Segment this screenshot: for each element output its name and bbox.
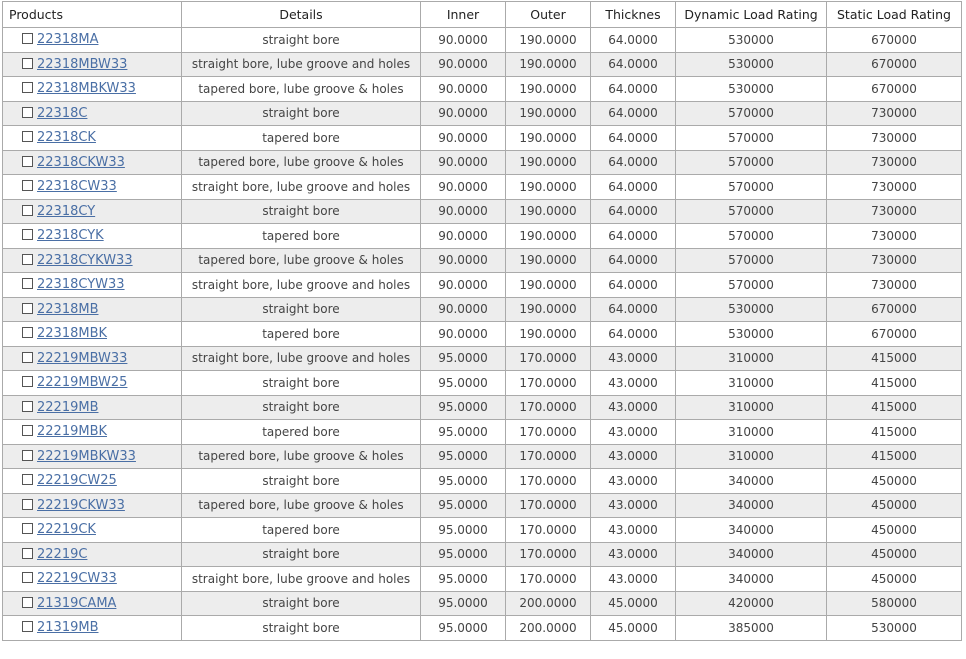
dynamic-load-cell: 340000 [676, 567, 827, 592]
product-cell [3, 567, 182, 592]
column-header-static-load[interactable]: Static Load Rating [827, 2, 962, 28]
static-load-cell: 670000 [827, 322, 962, 347]
inner-cell: 95.0000 [421, 518, 506, 543]
inner-cell: 90.0000 [421, 199, 506, 224]
inner-cell: 95.0000 [421, 444, 506, 469]
inner-cell: 95.0000 [421, 567, 506, 592]
column-header-products[interactable]: Products [3, 2, 182, 28]
dynamic-load-cell: 570000 [676, 150, 827, 175]
column-header-outer[interactable]: Outer [506, 2, 591, 28]
details-cell: tapered bore [182, 322, 421, 347]
table-row [3, 616, 962, 641]
inner-cell: 90.0000 [421, 224, 506, 249]
table-row [3, 518, 962, 543]
product-link[interactable]: 22318CW33 [37, 179, 117, 195]
static-load-cell: 730000 [827, 224, 962, 249]
static-load-cell: 670000 [827, 28, 962, 53]
thickness-cell: 64.0000 [591, 175, 676, 200]
dynamic-load-cell: 340000 [676, 469, 827, 494]
dynamic-load-cell: 340000 [676, 518, 827, 543]
details-cell: straight bore [182, 616, 421, 641]
product-cell [3, 273, 182, 298]
details-cell: tapered bore [182, 518, 421, 543]
details-cell: straight bore [182, 591, 421, 616]
product-link[interactable]: 22219MBW33 [37, 350, 128, 366]
thickness-cell: 64.0000 [591, 28, 676, 53]
dynamic-load-cell: 570000 [676, 175, 827, 200]
thickness-cell: 45.0000 [591, 616, 676, 641]
checkbox-icon[interactable] [22, 327, 33, 338]
dynamic-load-cell: 340000 [676, 542, 827, 567]
details-cell: tapered bore [182, 126, 421, 151]
checkbox-icon[interactable] [22, 499, 33, 510]
dynamic-load-cell: 570000 [676, 126, 827, 151]
outer-cell: 170.0000 [506, 395, 591, 420]
static-load-cell: 415000 [827, 346, 962, 371]
column-header-inner[interactable]: Inner [421, 2, 506, 28]
table-row [3, 322, 962, 347]
thickness-cell: 64.0000 [591, 101, 676, 126]
product-cell [3, 346, 182, 371]
column-header-details[interactable]: Details [182, 2, 421, 28]
product-table [2, 1, 962, 641]
product-link[interactable]: 22318CKW33 [37, 154, 125, 170]
details-cell: straight bore [182, 395, 421, 420]
table-row [3, 420, 962, 445]
thickness-cell: 64.0000 [591, 150, 676, 175]
details-cell: tapered bore, lube groove & holes [182, 493, 421, 518]
outer-cell: 170.0000 [506, 346, 591, 371]
product-link[interactable]: 22318MB [37, 301, 99, 317]
inner-cell: 95.0000 [421, 395, 506, 420]
table-row [3, 469, 962, 494]
details-cell: straight bore [182, 371, 421, 396]
product-cell [3, 469, 182, 494]
product-link[interactable]: 22318CYKW33 [37, 252, 133, 268]
table-row [3, 224, 962, 249]
thickness-cell: 43.0000 [591, 469, 676, 494]
inner-cell: 90.0000 [421, 297, 506, 322]
table-row [3, 297, 962, 322]
details-cell: straight bore, lube groove and holes [182, 175, 421, 200]
dynamic-load-cell: 570000 [676, 101, 827, 126]
dynamic-load-cell: 340000 [676, 493, 827, 518]
product-cell [3, 248, 182, 273]
thickness-cell: 45.0000 [591, 591, 676, 616]
checkbox-icon[interactable] [22, 107, 33, 118]
thickness-cell: 43.0000 [591, 346, 676, 371]
thickness-cell: 43.0000 [591, 493, 676, 518]
outer-cell: 190.0000 [506, 273, 591, 298]
dynamic-load-cell: 570000 [676, 199, 827, 224]
inner-cell: 95.0000 [421, 346, 506, 371]
dynamic-load-cell: 570000 [676, 224, 827, 249]
thickness-cell: 43.0000 [591, 542, 676, 567]
table-row [3, 248, 962, 273]
inner-cell: 90.0000 [421, 322, 506, 347]
static-load-cell: 415000 [827, 420, 962, 445]
table-row [3, 199, 962, 224]
details-cell: tapered bore, lube groove & holes [182, 248, 421, 273]
product-cell [3, 616, 182, 641]
static-load-cell: 450000 [827, 567, 962, 592]
table-row [3, 346, 962, 371]
details-cell: straight bore [182, 199, 421, 224]
static-load-cell: 670000 [827, 52, 962, 77]
product-link[interactable]: 22318CY [37, 203, 96, 219]
checkbox-icon[interactable] [22, 131, 33, 142]
outer-cell: 170.0000 [506, 420, 591, 445]
static-load-cell: 530000 [827, 616, 962, 641]
table-row [3, 542, 962, 567]
product-cell [3, 444, 182, 469]
thickness-cell: 43.0000 [591, 567, 676, 592]
dynamic-load-cell: 530000 [676, 77, 827, 102]
details-cell: straight bore [182, 28, 421, 53]
checkbox-icon[interactable] [22, 425, 33, 436]
dynamic-load-cell: 310000 [676, 371, 827, 396]
product-link[interactable]: 22219CKW33 [37, 497, 125, 513]
table-body [3, 28, 962, 641]
product-table-container [2, 1, 962, 641]
table-row [3, 371, 962, 396]
inner-cell: 95.0000 [421, 542, 506, 567]
dynamic-load-cell: 530000 [676, 322, 827, 347]
table-row [3, 28, 962, 53]
outer-cell: 170.0000 [506, 469, 591, 494]
static-load-cell: 415000 [827, 395, 962, 420]
inner-cell: 95.0000 [421, 591, 506, 616]
checkbox-icon[interactable] [22, 523, 33, 534]
outer-cell: 190.0000 [506, 224, 591, 249]
inner-cell: 95.0000 [421, 616, 506, 641]
thickness-cell: 64.0000 [591, 199, 676, 224]
thickness-cell: 64.0000 [591, 224, 676, 249]
product-cell [3, 77, 182, 102]
inner-cell: 90.0000 [421, 126, 506, 151]
thickness-cell: 64.0000 [591, 248, 676, 273]
dynamic-load-cell: 570000 [676, 248, 827, 273]
details-cell: straight bore [182, 469, 421, 494]
table-row [3, 444, 962, 469]
checkbox-icon[interactable] [22, 450, 33, 461]
table-row [3, 126, 962, 151]
checkbox-icon[interactable] [22, 548, 33, 559]
checkbox-icon[interactable] [22, 156, 33, 167]
inner-cell: 90.0000 [421, 77, 506, 102]
table-row [3, 175, 962, 200]
outer-cell: 190.0000 [506, 101, 591, 126]
checkbox-icon[interactable] [22, 376, 33, 387]
static-load-cell: 450000 [827, 493, 962, 518]
product-cell [3, 371, 182, 396]
static-load-cell: 730000 [827, 199, 962, 224]
checkbox-icon[interactable] [22, 597, 33, 608]
product-cell [3, 224, 182, 249]
details-cell: straight bore [182, 542, 421, 567]
details-cell: tapered bore [182, 224, 421, 249]
table-row [3, 493, 962, 518]
checkbox-icon[interactable] [22, 303, 33, 314]
inner-cell: 90.0000 [421, 101, 506, 126]
product-link[interactable]: 21319MB [37, 620, 99, 636]
checkbox-icon[interactable] [22, 621, 33, 632]
thickness-cell: 43.0000 [591, 444, 676, 469]
product-cell [3, 28, 182, 53]
details-cell: straight bore, lube groove and holes [182, 346, 421, 371]
details-cell: straight bore, lube groove and holes [182, 273, 421, 298]
inner-cell: 90.0000 [421, 52, 506, 77]
static-load-cell: 730000 [827, 150, 962, 175]
product-link[interactable]: 22318CK [37, 130, 96, 146]
checkbox-icon[interactable] [22, 82, 33, 93]
dynamic-load-cell: 310000 [676, 346, 827, 371]
dynamic-load-cell: 310000 [676, 420, 827, 445]
checkbox-icon[interactable] [22, 278, 33, 289]
product-link[interactable]: 22219CK [37, 522, 96, 538]
column-header-dynamic-load[interactable]: Dynamic Load Rating [676, 2, 827, 28]
inner-cell: 95.0000 [421, 371, 506, 396]
checkbox-icon[interactable] [22, 205, 33, 216]
static-load-cell: 730000 [827, 175, 962, 200]
details-cell: straight bore [182, 101, 421, 126]
details-cell: straight bore, lube groove and holes [182, 52, 421, 77]
product-cell [3, 518, 182, 543]
inner-cell: 90.0000 [421, 248, 506, 273]
outer-cell: 190.0000 [506, 248, 591, 273]
outer-cell: 170.0000 [506, 493, 591, 518]
product-cell [3, 322, 182, 347]
product-link[interactable]: 22219MBK [37, 424, 108, 440]
outer-cell: 190.0000 [506, 199, 591, 224]
product-cell [3, 420, 182, 445]
outer-cell: 190.0000 [506, 126, 591, 151]
thickness-cell: 64.0000 [591, 77, 676, 102]
thickness-cell: 64.0000 [591, 52, 676, 77]
inner-cell: 90.0000 [421, 175, 506, 200]
static-load-cell: 450000 [827, 518, 962, 543]
details-cell: tapered bore, lube groove & holes [182, 77, 421, 102]
dynamic-load-cell: 570000 [676, 273, 827, 298]
product-cell [3, 52, 182, 77]
checkbox-icon[interactable] [22, 33, 33, 44]
product-link[interactable]: 22219CW33 [37, 571, 117, 587]
product-cell [3, 591, 182, 616]
static-load-cell: 670000 [827, 297, 962, 322]
thickness-cell: 64.0000 [591, 273, 676, 298]
details-cell: straight bore, lube groove and holes [182, 567, 421, 592]
product-cell [3, 175, 182, 200]
outer-cell: 170.0000 [506, 542, 591, 567]
table-row [3, 273, 962, 298]
inner-cell: 90.0000 [421, 273, 506, 298]
product-cell [3, 199, 182, 224]
checkbox-icon[interactable] [22, 229, 33, 240]
outer-cell: 170.0000 [506, 518, 591, 543]
outer-cell: 170.0000 [506, 567, 591, 592]
static-load-cell: 415000 [827, 371, 962, 396]
product-cell [3, 126, 182, 151]
outer-cell: 190.0000 [506, 175, 591, 200]
static-load-cell: 730000 [827, 126, 962, 151]
product-link[interactable]: 22219MBKW33 [37, 448, 136, 464]
product-link[interactable]: 22219MB [37, 399, 99, 415]
checkbox-icon[interactable] [22, 572, 33, 583]
product-cell [3, 395, 182, 420]
outer-cell: 170.0000 [506, 444, 591, 469]
dynamic-load-cell: 530000 [676, 28, 827, 53]
product-link[interactable]: 22318MBW33 [37, 56, 128, 72]
static-load-cell: 730000 [827, 101, 962, 126]
outer-cell: 190.0000 [506, 297, 591, 322]
dynamic-load-cell: 310000 [676, 395, 827, 420]
outer-cell: 190.0000 [506, 150, 591, 175]
checkbox-icon[interactable] [22, 58, 33, 69]
product-cell [3, 101, 182, 126]
inner-cell: 90.0000 [421, 28, 506, 53]
thickness-cell: 64.0000 [591, 322, 676, 347]
static-load-cell: 730000 [827, 273, 962, 298]
checkbox-icon[interactable] [22, 180, 33, 191]
checkbox-icon[interactable] [22, 401, 33, 412]
column-header-thickness[interactable]: Thicknes [591, 2, 676, 28]
outer-cell: 200.0000 [506, 591, 591, 616]
outer-cell: 190.0000 [506, 28, 591, 53]
details-cell: tapered bore, lube groove & holes [182, 444, 421, 469]
product-cell [3, 150, 182, 175]
table-row [3, 77, 962, 102]
dynamic-load-cell: 530000 [676, 52, 827, 77]
thickness-cell: 43.0000 [591, 395, 676, 420]
product-cell [3, 297, 182, 322]
static-load-cell: 730000 [827, 248, 962, 273]
dynamic-load-cell: 310000 [676, 444, 827, 469]
product-link[interactable]: 22318MA [37, 32, 99, 48]
product-link[interactable]: 22219C [37, 546, 88, 562]
inner-cell: 90.0000 [421, 150, 506, 175]
details-cell: straight bore [182, 297, 421, 322]
thickness-cell: 64.0000 [591, 126, 676, 151]
table-row [3, 395, 962, 420]
static-load-cell: 415000 [827, 444, 962, 469]
inner-cell: 95.0000 [421, 469, 506, 494]
product-link[interactable]: 22318C [37, 105, 88, 121]
table-row [3, 52, 962, 77]
outer-cell: 190.0000 [506, 322, 591, 347]
product-link[interactable]: 22318MBKW33 [37, 81, 136, 97]
dynamic-load-cell: 530000 [676, 297, 827, 322]
thickness-cell: 43.0000 [591, 420, 676, 445]
product-link[interactable]: 22219CW25 [37, 473, 117, 489]
product-cell [3, 493, 182, 518]
dynamic-load-cell: 385000 [676, 616, 827, 641]
thickness-cell: 43.0000 [591, 371, 676, 396]
table-row [3, 101, 962, 126]
outer-cell: 200.0000 [506, 616, 591, 641]
product-link[interactable]: 22318CYW33 [37, 277, 125, 293]
checkbox-icon[interactable] [22, 352, 33, 363]
product-link[interactable]: 22318MBK [37, 326, 108, 342]
static-load-cell: 450000 [827, 542, 962, 567]
table-row [3, 567, 962, 592]
static-load-cell: 580000 [827, 591, 962, 616]
product-link[interactable]: 21319CAMA [37, 595, 117, 611]
inner-cell: 95.0000 [421, 493, 506, 518]
product-link[interactable]: 22219MBW25 [37, 375, 128, 391]
product-link[interactable]: 22318CYK [37, 228, 104, 244]
table-row [3, 150, 962, 175]
table-row [3, 591, 962, 616]
static-load-cell: 450000 [827, 469, 962, 494]
inner-cell: 95.0000 [421, 420, 506, 445]
static-load-cell: 670000 [827, 77, 962, 102]
product-cell [3, 542, 182, 567]
details-cell: tapered bore [182, 420, 421, 445]
thickness-cell: 64.0000 [591, 297, 676, 322]
outer-cell: 190.0000 [506, 52, 591, 77]
outer-cell: 170.0000 [506, 371, 591, 396]
thickness-cell: 43.0000 [591, 518, 676, 543]
table-header-row [3, 2, 962, 28]
checkbox-icon[interactable] [22, 254, 33, 265]
dynamic-load-cell: 420000 [676, 591, 827, 616]
outer-cell: 190.0000 [506, 77, 591, 102]
checkbox-icon[interactable] [22, 474, 33, 485]
details-cell: tapered bore, lube groove & holes [182, 150, 421, 175]
